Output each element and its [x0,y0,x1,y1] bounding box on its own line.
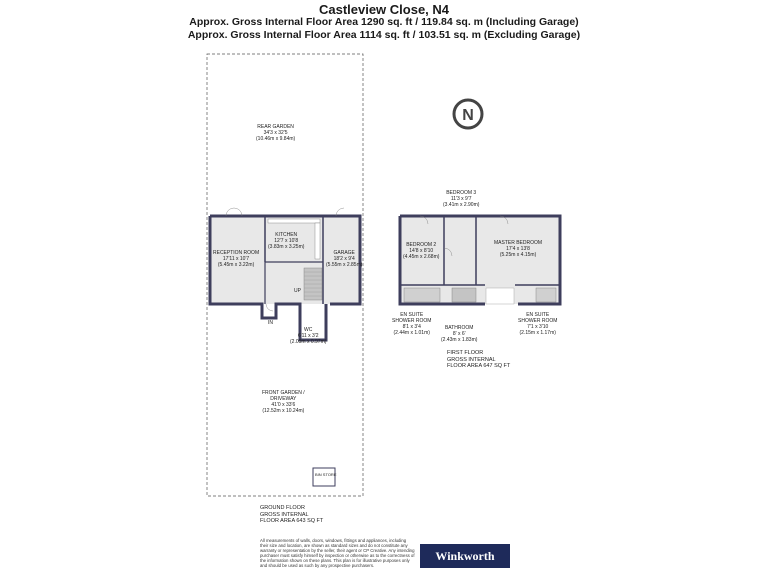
plan-title: Castleview Close, N4 [318,2,450,17]
bathroom-label: BATHROOM 8' x 6' (2.43m x 1.83m) [441,325,478,343]
bedroom-2-label: BEDROOM 2 14'8 x 8'10 (4.45m x 2.68m) [403,242,440,260]
up-label: UP [294,288,301,294]
winkworth-logo: Winkworth [420,544,510,568]
compass-icon [450,96,486,132]
front-garden-label: FRONT GARDEN / DRIVEWAY 41'0 x 33'6 (12.52m x 10.24m) [262,390,305,414]
master-bedroom-label: MASTER BEDROOM 17'4 x 13'8 (5.25m x 4.15m) [494,240,543,258]
in-label: IN [268,320,273,326]
en-suite-2-label: EN SUITE SHOWER ROOM 7'1 x 3'10 (2.15m x 1.17m) [518,312,558,336]
en-suite-1-label: EN SUITE SHOWER ROOM 8'1 x 3'4 (2.44m x 1.01m) [392,312,432,336]
svg-text:N: N [462,107,474,124]
garage-label: GARAGE 18'2 x 9'4 (5.55m x 2.85m) [326,250,363,268]
area-including-garage: Approx. Gross Internal Floor Area 1290 sq. ft / 119.84 sq. m (Including Garage) [189,16,579,28]
bin-store-label: BIN STORE [315,472,337,477]
kitchen-label: KITCHEN 12'7 x 10'8 (3.83m x 3.25m) [268,232,305,250]
first-floor-area-label: FIRST FLOOR GROSS INTERNAL FLOOR AREA 647 SQ FT [447,350,511,369]
wc-label: WC 6'11 x 3'2 (2.09m x 0.97m) [290,327,327,345]
ground-floor-area-label: GROUND FLOOR GROSS INTERNAL FLOOR AREA 643 SQ FT [260,505,324,524]
disclaimer-text: All measurements of walls, doors, windows, fittings and appliances, including their size and location, are shown as standard sizes and do not constitute any warranty or representation by the seller, their agent or CP Creative. Any intending purchaser must satisfy himself by inspection or otherwise as to the correctness of the information shown on these plans. This plan is for illustrative purposes only and should be used as such by any prospective purchasers. [260,538,415,568]
rear-garden-label: REAR GARDEN 34'3 x 32'5 (10.46m x 9.84m) [256,124,296,142]
reception-room-label: RECEPTION ROOM 17'11 x 10'7 (5.45m x 3.22m) [213,250,260,268]
bedroom-3-label: BEDROOM 3 11'3 x 9'7 (3.41m x 2.90m) [443,190,480,208]
area-excluding-garage: Approx. Gross Internal Floor Area 1114 sq. ft / 103.51 sq. m (Excluding Garage) [187,29,581,41]
